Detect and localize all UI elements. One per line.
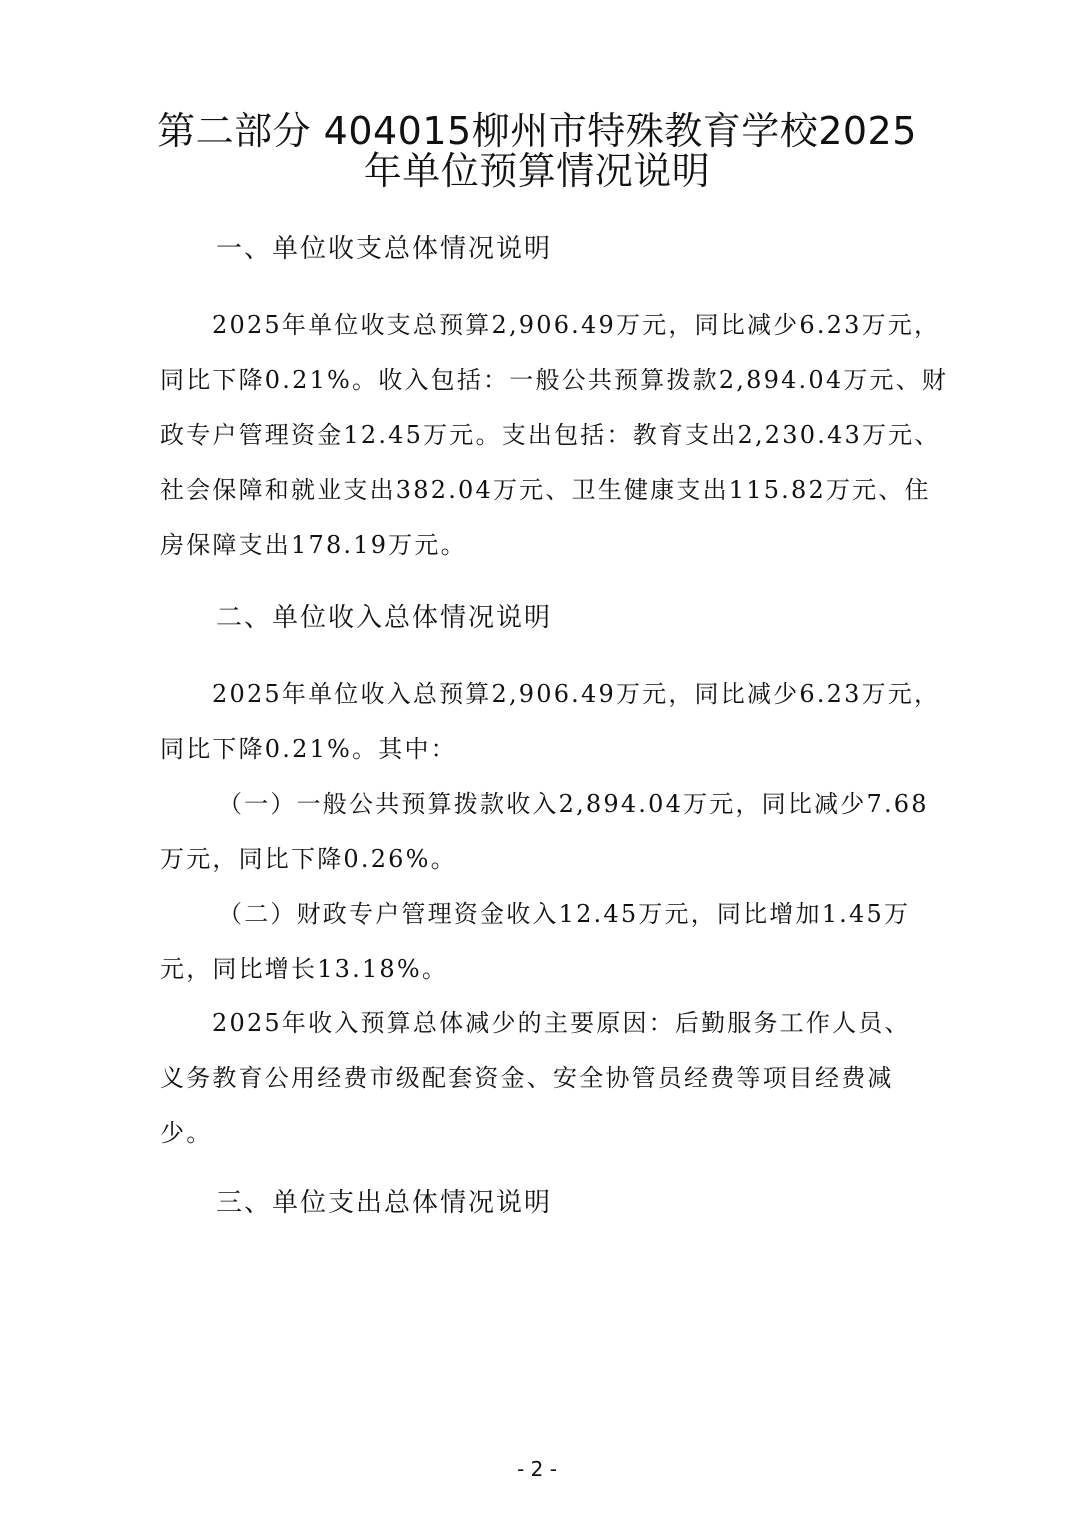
paragraph-line: 社会保障和就业支出382.04万元、卫生健康支出115.82万元、住 (160, 476, 931, 504)
paragraph-line: 义务教育公用经费市级配套资金、安全协管员经费等项目经费减 (160, 1064, 894, 1092)
paragraph-line: 2025年收入预算总体减少的主要原因：后勤服务工作人员、 (212, 1009, 911, 1037)
paragraph-line: 同比下降0.21%。收入包括：一般公共预算拨款2,894.04万元、财 (160, 366, 949, 394)
paragraph-line: 万元，同比下降0.26%。 (160, 845, 457, 873)
page-title-line-2: 年单位预算情况说明 (363, 149, 711, 193)
paragraph-line: 2025年单位收入总预算2,906.49万元，同比减少6.23万元， (212, 680, 941, 708)
page-title-line-1: 第二部分 404015柳州市特殊教育学校2025 (157, 109, 917, 153)
section-heading-3: 三、单位支出总体情况说明 (216, 1188, 553, 1218)
section-heading-2: 二、单位收入总体情况说明 (216, 603, 553, 633)
paragraph-line: 少。 (160, 1119, 213, 1147)
paragraph-line: 元，同比增长13.18%。 (160, 955, 449, 983)
paragraph-line: 同比下降0.21%。其中： (160, 735, 457, 763)
paragraph-line: 房保障支出178.19万元。 (160, 531, 467, 559)
paragraph-line: 2025年单位收支总预算2,906.49万元，同比减少6.23万元， (212, 311, 941, 339)
page-number: - 2 - (517, 1457, 557, 1481)
paragraph-line: （二）财政专户管理资金收入12.45万元，同比增加1.45万 (218, 900, 911, 928)
section-heading-1: 一、单位收支总体情况说明 (216, 234, 553, 264)
paragraph-line: 政专户管理资金12.45万元。支出包括：教育支出2,230.43万元、 (160, 421, 941, 449)
paragraph-line: （一）一般公共预算拨款收入2,894.04万元，同比减少7.68 (218, 790, 929, 818)
